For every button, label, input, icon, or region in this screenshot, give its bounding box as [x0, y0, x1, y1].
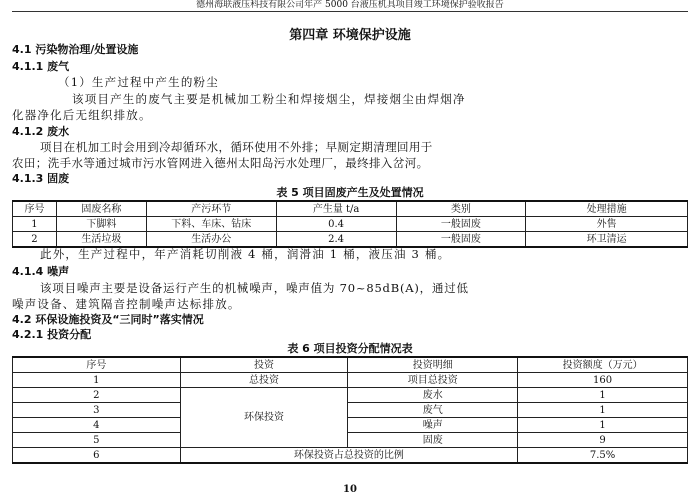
table-cell: 2.4	[276, 232, 396, 248]
table-cell: 外售	[526, 217, 688, 232]
paragraph-4-1-3-after: 此外，生产过程中，年产消耗切削液 4 桶，润滑油 1 桶，液压油 3 桶。	[40, 247, 451, 261]
section-4-1-2-heading: 4.1.2 废水	[12, 125, 70, 138]
table-row	[13, 403, 688, 418]
table-row	[13, 448, 688, 464]
table6-header: 序号	[13, 357, 181, 373]
table-cell: 0.4	[276, 217, 396, 232]
table-cell: 4	[13, 418, 181, 433]
table6-header: 投资	[180, 357, 348, 373]
table6-caption: 表 6 项目投资分配情况表	[287, 342, 413, 355]
paragraph-4-1-1-line2: 化器净化后无组织排放。	[12, 108, 152, 122]
table-cell: 1	[13, 217, 57, 232]
table-cell: 环卫清运	[526, 232, 688, 248]
table5-header: 类别	[396, 201, 526, 217]
table-row	[13, 217, 688, 232]
section-4-2-1-heading: 4.2.1 投资分配	[12, 328, 92, 341]
table5-header: 序号	[13, 201, 57, 217]
table5-header-row	[13, 201, 688, 217]
table-row	[13, 388, 688, 403]
table-cell: 2	[13, 388, 181, 403]
table-cell: 废气	[348, 403, 518, 418]
table5-header: 产生量 t/a	[276, 201, 396, 217]
table-row	[13, 433, 688, 448]
section-4-1-3-heading: 4.1.3 固废	[12, 172, 70, 185]
chapter-title: 第四章 环境保护设施	[289, 28, 411, 43]
table-row	[13, 232, 688, 248]
table-cell: 废水	[348, 388, 518, 403]
table-cell: 生活垃圾	[56, 232, 146, 248]
table-cell: 6	[13, 448, 181, 464]
table-row	[13, 373, 688, 388]
paragraph-4-1-2-line2: 农田；洗手水等通过城市污水管网进入德州太阳岛污水处理厂，最终排入岔河。	[12, 156, 429, 170]
table-cell: 2	[13, 232, 57, 248]
table-cell: 1	[13, 373, 181, 388]
table-cell: 一般固废	[396, 232, 526, 248]
table-row	[13, 418, 688, 433]
section-4-1-heading: 4.1 污染物治理/处置设施	[12, 43, 139, 56]
table6-group-label: 环保投资	[180, 388, 348, 448]
table-cell: 160	[518, 373, 688, 388]
section-4-1-1-heading: 4.1.1 废气	[12, 60, 70, 73]
table-cell: 噪声	[348, 418, 518, 433]
table-cell: 一般固废	[396, 217, 526, 232]
table6	[12, 356, 688, 464]
table-cell: 下料、车床、钻床	[146, 217, 276, 232]
table-cell: 下脚料	[56, 217, 146, 232]
table-cell: 环保投资占总投资的比例	[180, 448, 517, 464]
section-4-1-1-item: （1）生产过程中产生的粉尘	[58, 75, 219, 89]
paragraph-4-1-4-line2: 噪声设备、建筑隔音控制噪声达标排放。	[12, 297, 241, 311]
page-header: 德州海联液压科技有限公司年产 5000 台液压机具项目竣工环境保护验收报告	[12, 0, 688, 12]
table5-header: 产污环节	[146, 201, 276, 217]
paragraph-4-1-1-line1: 该项目产生的废气主要是机械加工粉尘和焊接烟尘，焊接烟尘由焊烟净	[72, 92, 466, 106]
table-cell: 1	[518, 388, 688, 403]
table-cell: 项目总投资	[348, 373, 518, 388]
paragraph-4-1-4-line1: 该项目噪声主要是设备运行产生的机械噪声，噪声值为 70~85dB(A)，通过低	[40, 281, 469, 295]
section-4-2-heading: 4.2 环保设施投资及“三同时”落实情况	[12, 313, 204, 326]
page-number: 10	[343, 484, 357, 495]
table-cell: 生活办公	[146, 232, 276, 248]
table5-header: 固废名称	[56, 201, 146, 217]
table-cell: 1	[518, 418, 688, 433]
table-cell: 9	[518, 433, 688, 448]
table-cell: 固废	[348, 433, 518, 448]
table-cell: 3	[13, 403, 181, 418]
section-4-1-4-heading: 4.1.4 噪声	[12, 265, 70, 278]
table5	[12, 200, 688, 248]
table6-header: 投资明细	[348, 357, 518, 373]
table-cell: 7.5%	[518, 448, 688, 464]
table-cell: 1	[518, 403, 688, 418]
table-cell: 总投资	[180, 373, 348, 388]
paragraph-4-1-2-line1: 项目在机加工时会用到冷却循环水，循环使用不外排；早厕定期清理回用于	[40, 140, 433, 154]
table5-header: 处理措施	[526, 201, 688, 217]
table6-header-row	[13, 357, 688, 373]
table5-caption: 表 5 项目固废产生及处置情况	[276, 186, 424, 199]
table6-header: 投资额度（万元）	[518, 357, 688, 373]
table-cell: 5	[13, 433, 181, 448]
